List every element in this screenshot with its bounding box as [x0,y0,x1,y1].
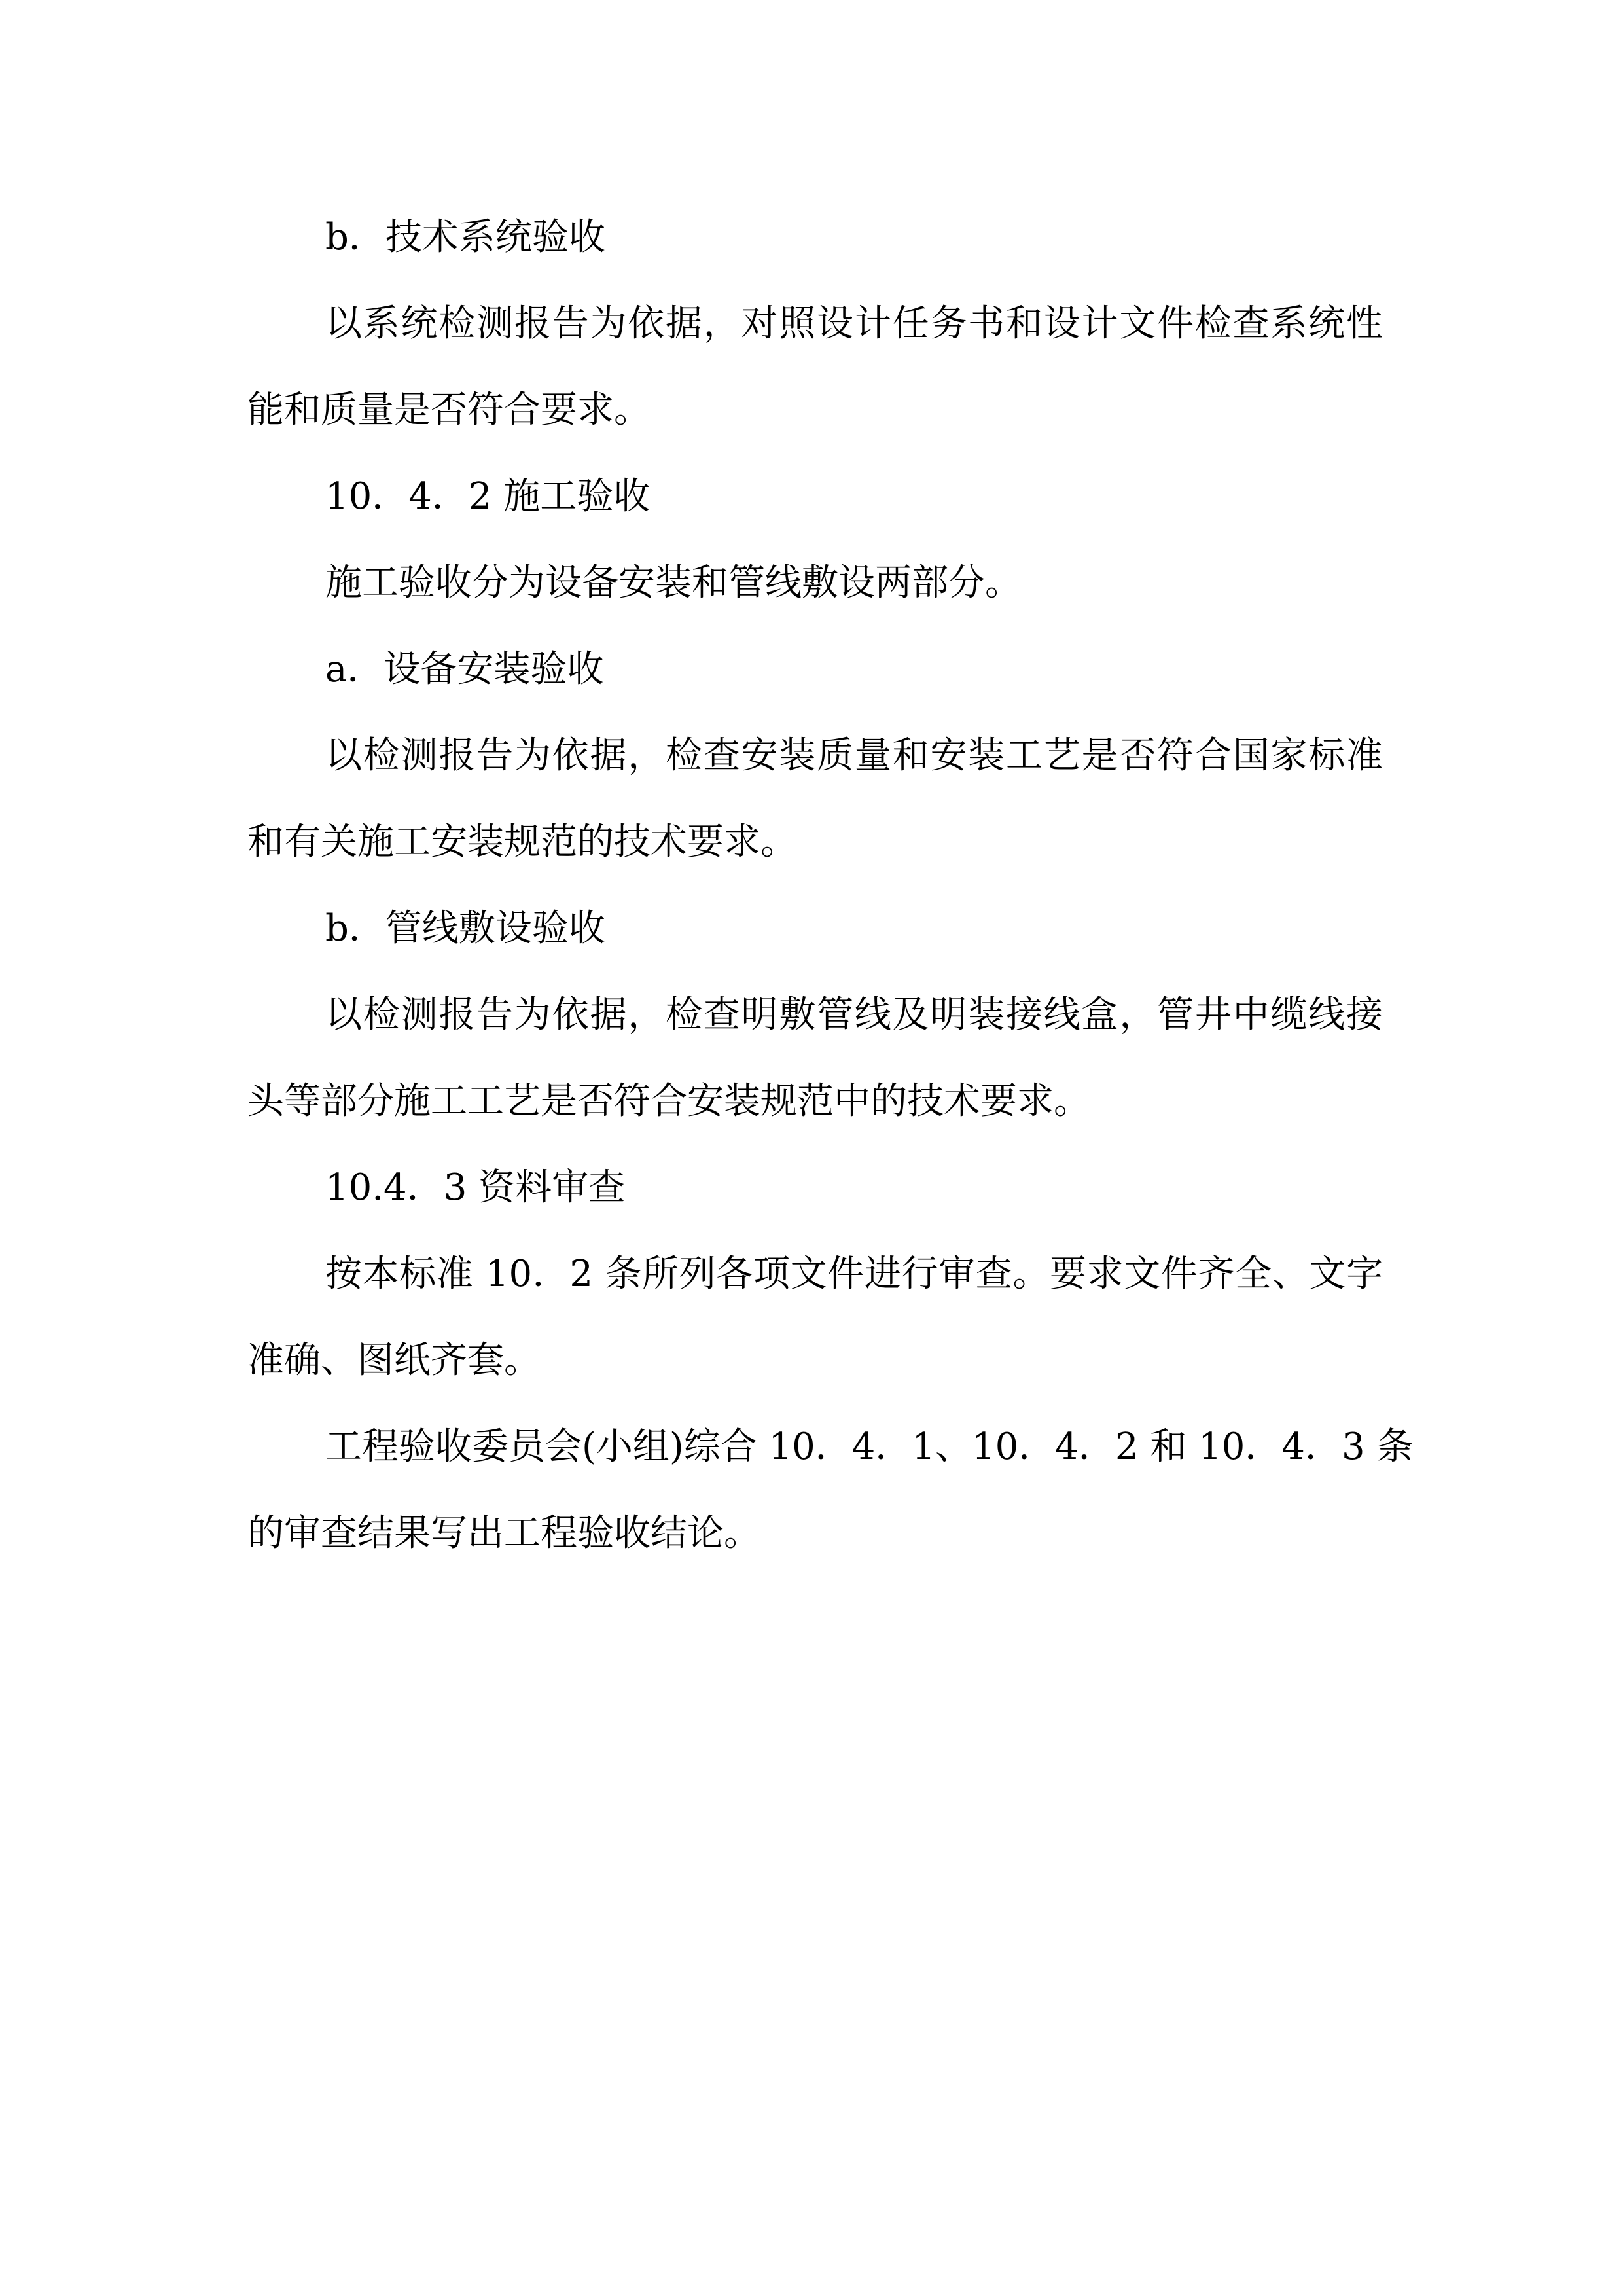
paragraph-line: 工程验收委员会(小组)综合 10．4．1、10．4．2 和 10．4．3 条 [325,1426,1414,1468]
paragraph-line: 以系统检测报告为依据，对照设计任务书和设计文件检查系统性 [325,302,1383,345]
subheading-a-equipment-installation: a．设备安装验收 [325,648,604,691]
paragraph-line: 以检测报告为依据，检查明敷管线及明装接线盒，管井中缆线接 [325,994,1383,1036]
paragraph-line: 的审查结果写出工程验收结论。 [247,1512,760,1554]
paragraph-line: 和有关施工安装规范的技术要求。 [247,821,797,863]
paragraph-line: 能和质量是否符合要求。 [247,389,651,431]
subheading-b-pipeline-laying: b．管线敷设验收 [325,907,605,950]
paragraph-line: 施工验收分为设备安装和管线敷设两部分。 [325,562,1022,604]
paragraph-line: 以检测报告为依据，检查安装质量和安装工艺是否符合国家标准 [325,734,1383,777]
paragraph-line: 按本标准 10．2 条所列各项文件进行审查。要求文件齐全、文字 [325,1253,1383,1295]
section-heading-10-4-3: 10.4．3 资料审查 [325,1166,626,1209]
subheading-b-technical-system: b．技术系统验收 [325,216,605,259]
paragraph-line: 头等部分施工工艺是否符合安装规范中的技术要求。 [247,1080,1090,1122]
paragraph-line: 准确、图纸齐套。 [247,1339,541,1382]
section-heading-10-4-2: 10．4．2 施工验收 [325,475,651,518]
